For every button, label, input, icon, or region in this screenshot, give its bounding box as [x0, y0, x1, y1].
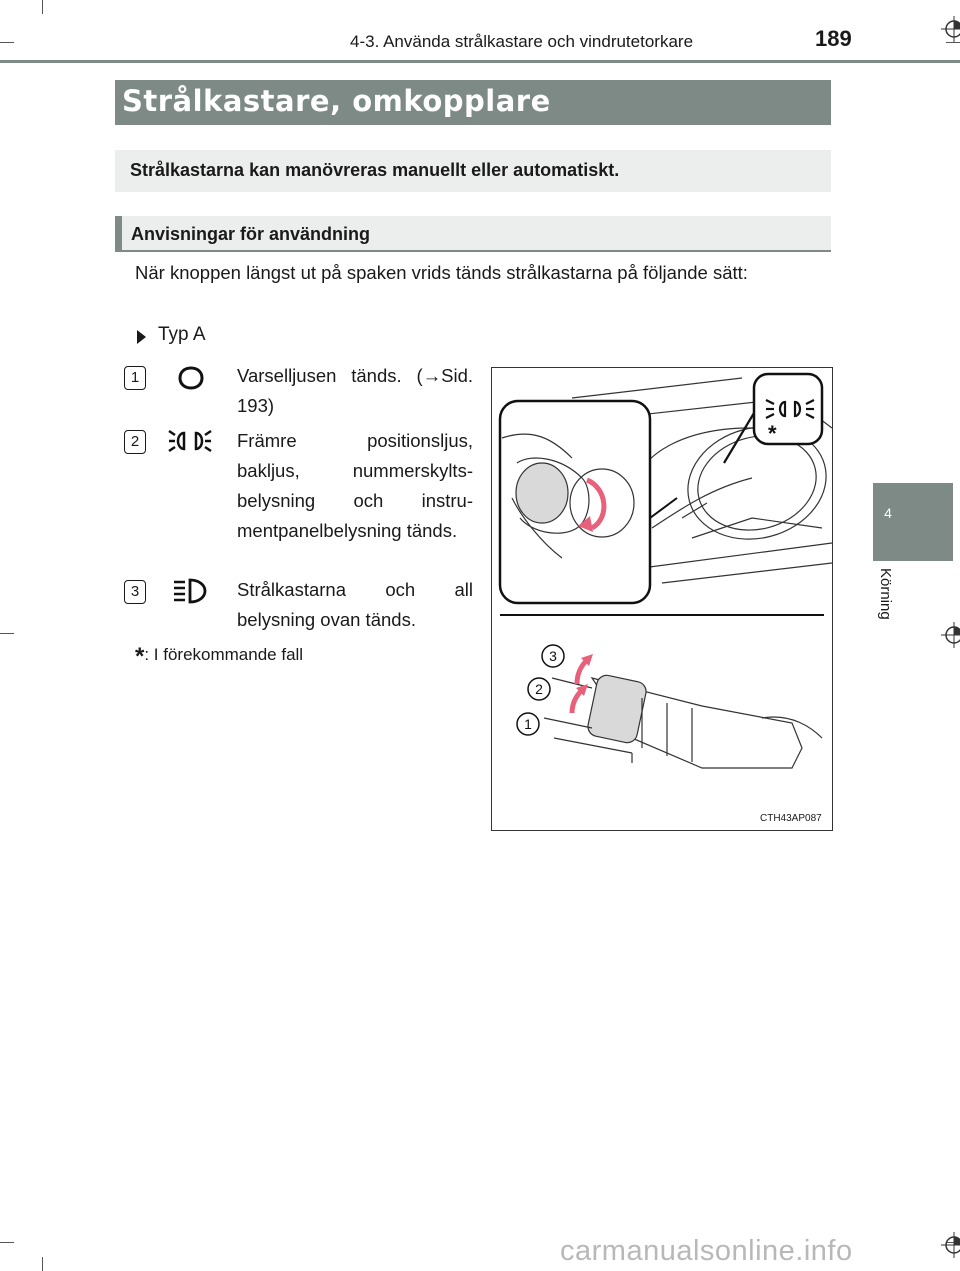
- daytime-running-light-icon: [176, 364, 206, 392]
- crop-mark: [42, 1257, 43, 1271]
- crop-mark: [946, 42, 960, 43]
- svg-text:3: 3: [549, 648, 557, 664]
- item-text: Strålkastarna och all belysning ovan tänds.: [237, 579, 473, 630]
- figure-frame: [491, 367, 833, 831]
- headlight-switch-illustration: [492, 368, 832, 830]
- subheading: Anvisningar för användning: [131, 224, 371, 244]
- footnote-star: *: [135, 643, 145, 670]
- item-number: 2: [124, 430, 146, 454]
- figure-star: *: [768, 421, 777, 446]
- subheading-accent: [115, 216, 122, 252]
- intro-text: Strålkastarna kan manövreras manuellt eller automatiskt.: [130, 160, 620, 180]
- type-bullet: Typ A: [158, 324, 206, 345]
- page-number: 189: [815, 26, 852, 51]
- chapter-tab-number: 4: [884, 505, 892, 521]
- crop-mark: [0, 42, 14, 43]
- callout-2: [528, 678, 550, 700]
- instruction-paragraph: När knoppen längst ut på spaken vrids tänds strålkastarna på följande sätt:: [135, 262, 748, 283]
- item-number: 3: [124, 580, 146, 604]
- footnote: [135, 643, 303, 671]
- registration-mark-icon: [941, 16, 960, 42]
- header-rule: [0, 60, 960, 63]
- registration-mark-icon: [941, 622, 960, 648]
- item-text: Varselljusen tänds. (→Sid. 193): [237, 365, 473, 416]
- crop-mark: [42, 0, 43, 14]
- chapter-tab: [873, 483, 953, 561]
- crop-mark: [0, 633, 14, 634]
- chapter-tab-label: Körning: [877, 568, 894, 620]
- callout-3: [542, 645, 564, 667]
- item-number: 1: [124, 366, 146, 390]
- headlight-icon: [172, 576, 208, 606]
- bullet-arrow-icon: [137, 330, 146, 344]
- registration-mark-icon: [941, 1232, 960, 1258]
- callout-1: [517, 713, 539, 735]
- page-title: Strålkastare, omkopplare: [122, 84, 551, 118]
- svg-text:2: 2: [535, 681, 543, 697]
- watermark: carmanualsonline.info: [560, 1235, 853, 1267]
- item-text: Främre positionsljus, bakljus, nummerskylts-belysning och instru-mentpanelbelysning tänds.: [237, 430, 473, 541]
- chapter-tab-label-wrap: [868, 568, 898, 648]
- svg-text:1: 1: [524, 716, 532, 732]
- footnote-text: : I förekommande fall: [144, 645, 304, 664]
- section-label: 4-3. Använda strålkastare och vindrutetorkare: [350, 32, 694, 51]
- crop-mark: [0, 1242, 14, 1243]
- figure-code: CTH43AP087: [760, 813, 822, 824]
- position-light-icon: [168, 426, 212, 456]
